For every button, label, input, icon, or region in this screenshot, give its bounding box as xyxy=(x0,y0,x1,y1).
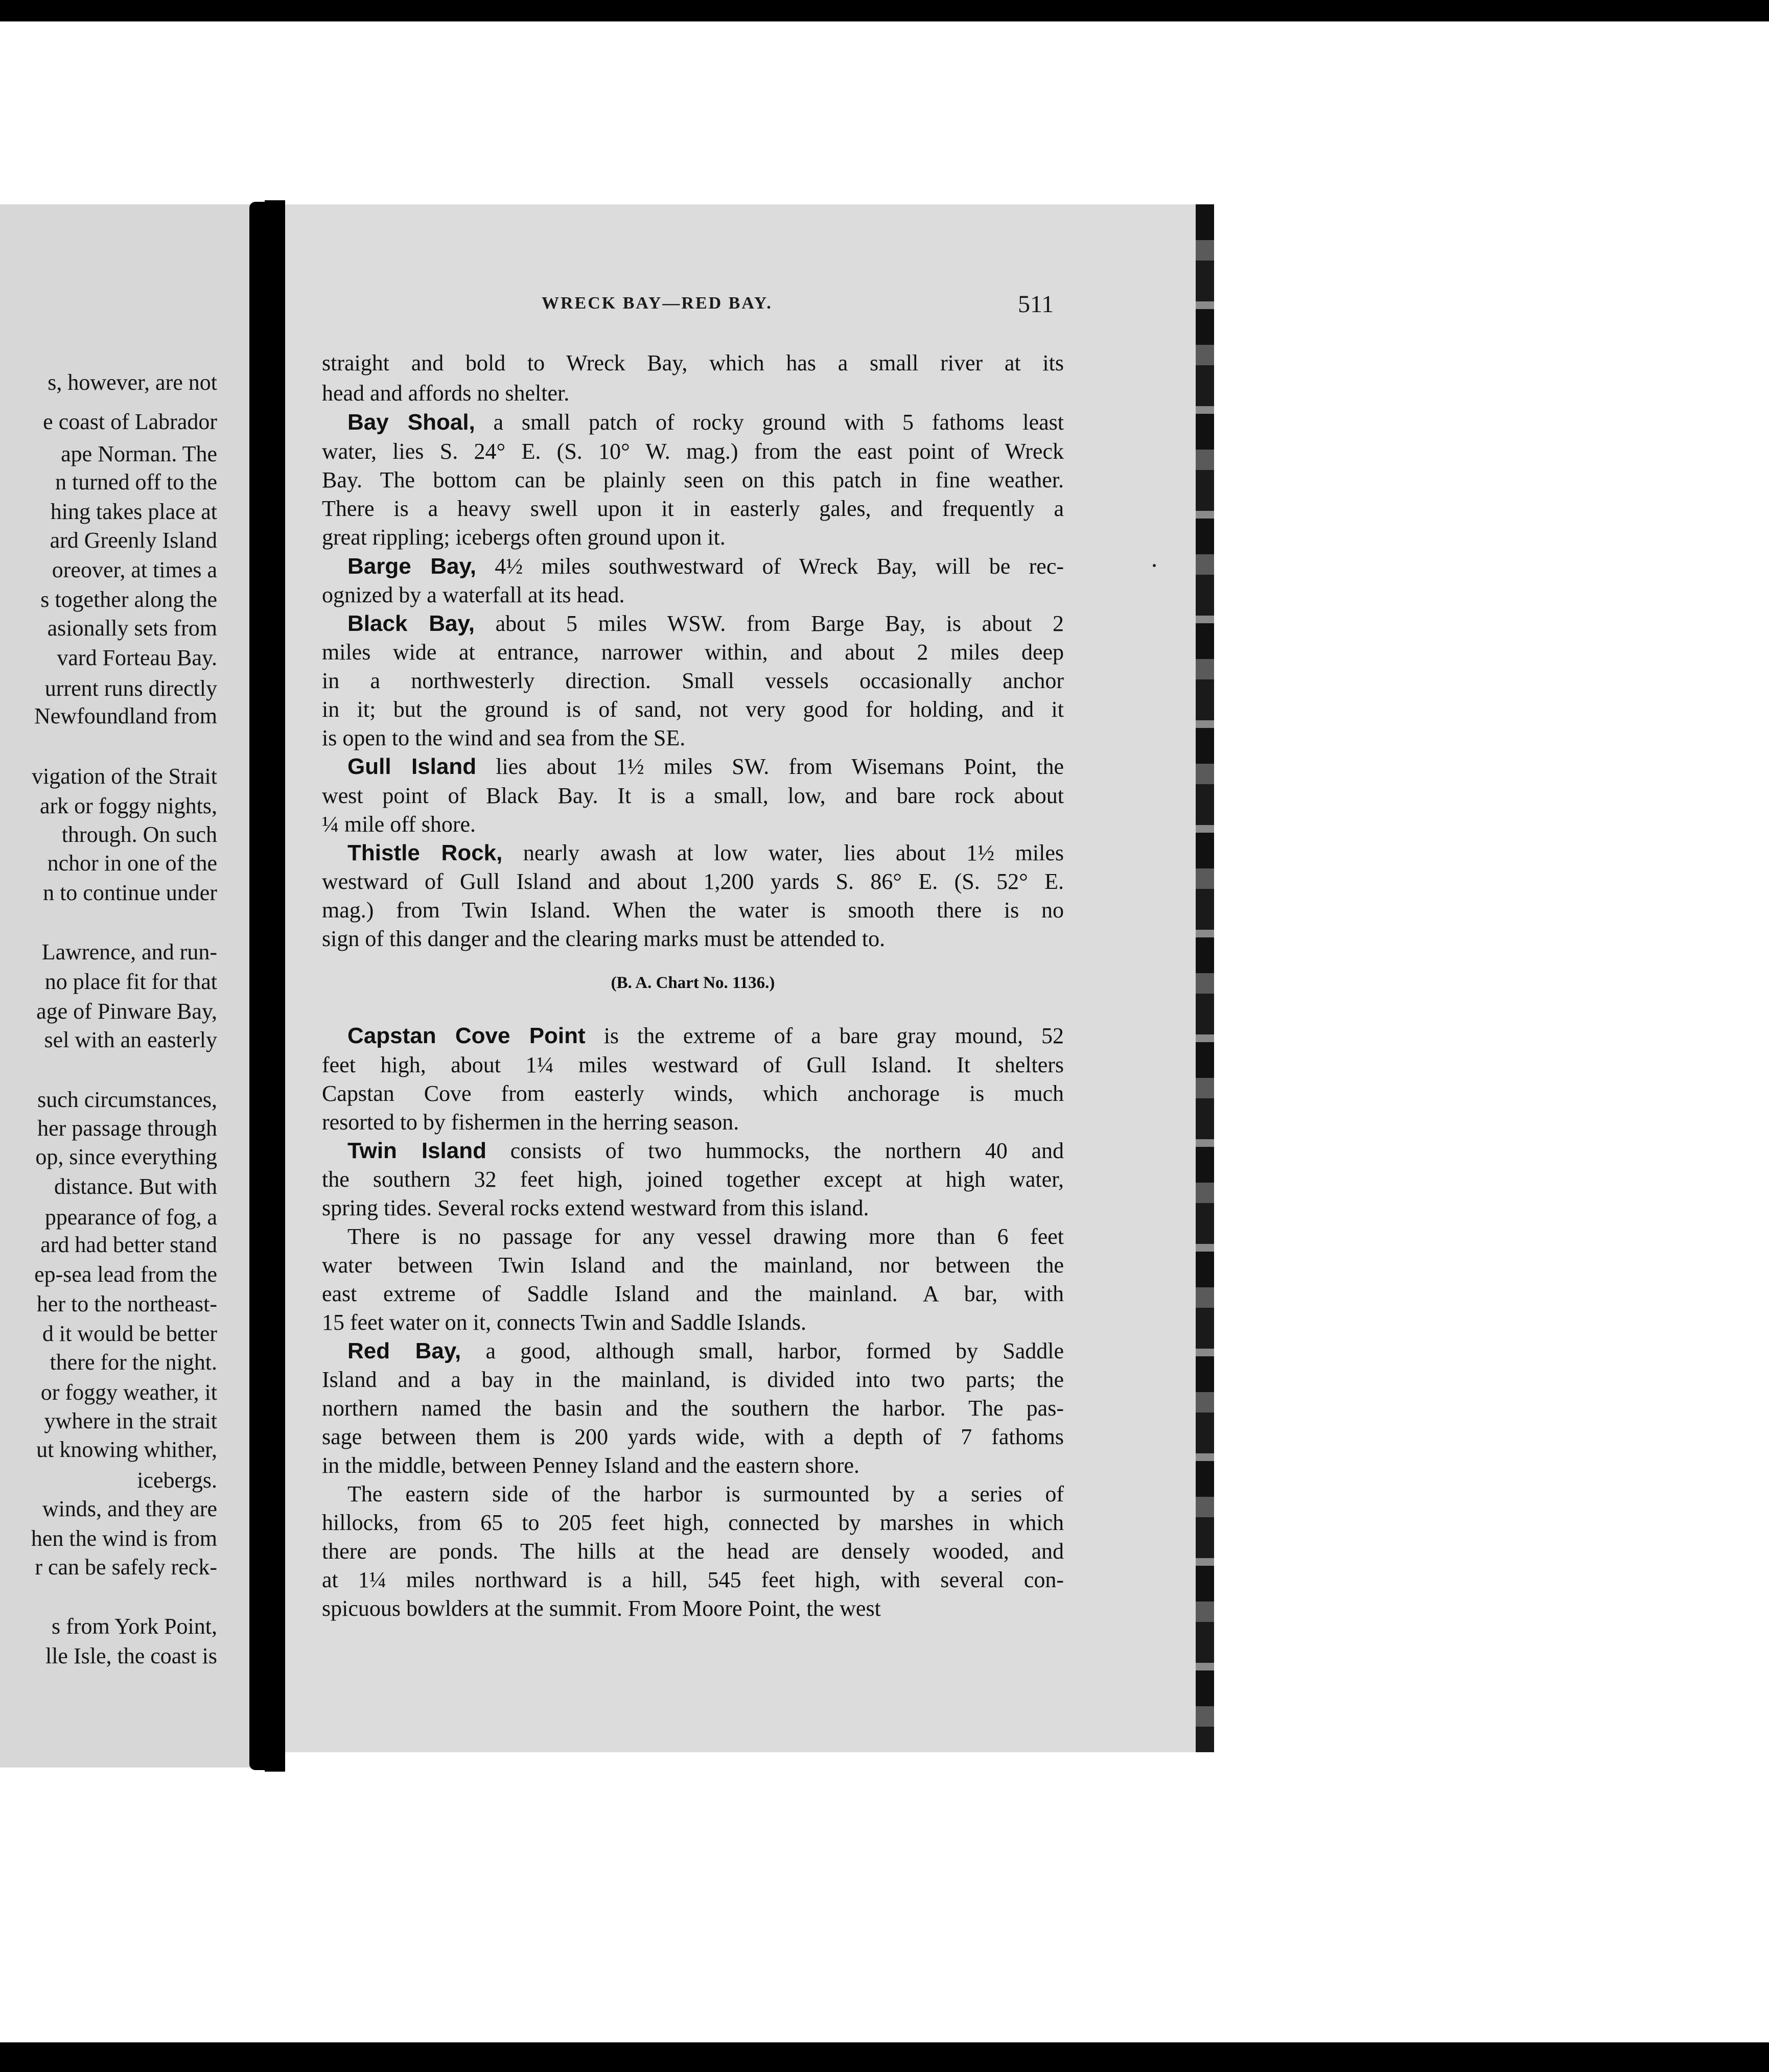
line-text: sage between them is 200 yards wide, with a depth of 7 fathoms xyxy=(322,1424,1064,1449)
bold-heading: Barge Bay, xyxy=(347,554,476,579)
bold-heading: Twin Island xyxy=(347,1138,486,1163)
text-line xyxy=(322,1051,1064,1079)
left-page-line: ard had better stand xyxy=(40,1232,217,1257)
left-page-line: through. On such xyxy=(61,822,217,847)
left-page-line: ut knowing whither, xyxy=(36,1437,217,1462)
left-page-line: or foggy weather, it xyxy=(40,1380,217,1405)
text-line xyxy=(322,581,1064,609)
line-text: sign of this danger and the clearing marks must be attended to. xyxy=(322,926,886,951)
line-text: west point of Black Bay. It is a small, low, and bare rock about xyxy=(322,783,1064,808)
left-page-line: s, however, are not xyxy=(48,370,217,395)
line-text: there are ponds. The hills at the head are densely wooded, and xyxy=(322,1539,1064,1564)
left-page-line: urrent runs directly xyxy=(44,676,217,701)
text-line xyxy=(322,523,1064,552)
chart-reference: (B. A. Chart No. 1136.) xyxy=(611,974,775,992)
left-page-line: sel with an easterly xyxy=(44,1027,217,1052)
left-page-line: ep-sea lead from the xyxy=(34,1262,217,1287)
line-text: Island and a bay in the mainland, is divided into two parts; the xyxy=(322,1367,1064,1392)
line-text: straight and bold to Wreck Bay, which has a small river at its xyxy=(322,350,1064,375)
bottom-scan-border xyxy=(0,2042,1769,2072)
text-line xyxy=(322,695,1064,724)
page-edge xyxy=(1196,204,1214,1752)
left-page-line: d it would be better xyxy=(42,1321,217,1346)
text-line xyxy=(347,752,1064,781)
left-page-line: hing takes place at xyxy=(50,499,217,524)
text-line xyxy=(322,1566,1064,1594)
left-page-line: e coast of Labrador xyxy=(43,409,217,434)
text-line xyxy=(322,1165,1064,1194)
left-page-line: vigation of the Strait xyxy=(32,764,217,789)
left-page-line: icebergs. xyxy=(137,1468,217,1493)
text-line xyxy=(322,782,1064,810)
line-text: water, lies S. 24° E. (S. 10° W. mag.) from the east point of Wreck xyxy=(322,439,1064,464)
line-text: spring tides. Several rocks extend westward from this island. xyxy=(322,1195,869,1220)
text-line xyxy=(322,1108,1064,1137)
left-page-line: oreover, at times a xyxy=(52,557,217,582)
text-line xyxy=(347,552,1064,581)
left-page xyxy=(0,204,258,1768)
left-page-line: ard Greenly Island xyxy=(50,528,217,553)
left-page-line: age of Pinware Bay, xyxy=(36,999,217,1024)
text-line xyxy=(347,1222,1064,1251)
line-text: northern named the basin and the southern the harbor. The pas- xyxy=(322,1396,1064,1421)
text-line xyxy=(347,408,1064,437)
left-page-line: hen the wind is from xyxy=(31,1526,217,1551)
text-line xyxy=(347,609,1064,638)
left-page-line: lle Isle, the coast is xyxy=(45,1643,217,1668)
left-page-line: no place fit for that xyxy=(44,969,217,994)
line-text: There is a heavy swell upon it in easterly gales, and frequently a xyxy=(322,496,1064,521)
line-text: feet high, about 1¼ miles westward of Gull Island. It shelters xyxy=(322,1052,1064,1077)
left-page-line: vard Forteau Bay. xyxy=(57,645,217,670)
running-head: WRECK BAY—RED BAY. xyxy=(542,294,773,313)
line-text: is open to the wind and sea from the SE. xyxy=(322,725,686,750)
left-page-line: s from York Point, xyxy=(52,1614,217,1639)
line-text: a small patch of rocky ground with 5 fathoms least xyxy=(475,410,1064,435)
left-page-line: ppearance of fog, a xyxy=(44,1205,217,1230)
page-number: 511 xyxy=(1018,291,1054,318)
line-text: Bay. The bottom can be plainly seen on this patch in fine weather. xyxy=(322,467,1064,492)
text-line xyxy=(347,1480,1064,1509)
text-line xyxy=(322,1251,1064,1280)
text-line xyxy=(322,349,1064,378)
text-line xyxy=(322,1394,1064,1423)
bold-heading: Bay Shoal, xyxy=(347,410,475,435)
line-text: great rippling; icebergs often ground upon it. xyxy=(322,525,726,550)
text-line xyxy=(322,896,1064,925)
line-text: There is no passage for any vessel drawing more than 6 feet xyxy=(347,1224,1064,1249)
line-text: resorted to by fishermen in the herring season. xyxy=(322,1110,739,1135)
text-line xyxy=(322,867,1064,896)
line-text: a good, although small, harbor, formed by Saddle xyxy=(461,1338,1064,1363)
book-spine-left xyxy=(249,202,265,1770)
text-line xyxy=(322,638,1064,667)
line-text: spicuous bowlders at the summit. From Moore Point, the west xyxy=(322,1596,881,1621)
left-page-line: nchor in one of the xyxy=(47,851,217,876)
line-text: mag.) from Twin Island. When the water is smooth there is no xyxy=(322,898,1064,923)
text-line xyxy=(322,667,1064,695)
text-line xyxy=(322,1451,1064,1480)
text-line xyxy=(322,1423,1064,1451)
text-line xyxy=(322,466,1064,495)
left-page-line: op, since everything xyxy=(35,1144,217,1169)
line-text: the southern 32 feet high, joined together except at high water, xyxy=(322,1167,1064,1192)
left-page-line: n turned off to the xyxy=(55,469,217,495)
bold-heading: Black Bay, xyxy=(347,611,475,636)
line-text: in a northwesterly direction. Small vessels occasionally anchor xyxy=(322,668,1064,693)
left-page-line: asionally sets from xyxy=(47,616,217,641)
bold-heading: Gull Island xyxy=(347,754,477,779)
line-text: in the middle, between Penney Island and the eastern shore. xyxy=(322,1453,860,1478)
line-text: is the extreme of a bare gray mound, 52 xyxy=(585,1023,1064,1048)
line-text: water between Twin Island and the mainland, nor between the xyxy=(322,1253,1064,1278)
top-scan-border xyxy=(0,0,1769,21)
left-page-line: there for the night. xyxy=(50,1350,217,1375)
text-line xyxy=(322,1537,1064,1566)
line-text: westward of Gull Island and about 1,200 yards S. 86° E. (S. 52° E. xyxy=(322,869,1064,894)
line-text: about 5 miles WSW. from Barge Bay, is about 2 xyxy=(474,611,1064,636)
text-line xyxy=(322,810,1064,839)
left-page-line: ark or foggy nights, xyxy=(39,793,217,818)
text-line xyxy=(347,1137,1064,1165)
line-text: east extreme of Saddle Island and the mainland. A bar, with xyxy=(322,1281,1064,1306)
line-text: nearly awash at low water, lies about 1½ miles xyxy=(502,840,1064,865)
line-text: head and affords no shelter. xyxy=(322,381,570,406)
bold-heading: Red Bay, xyxy=(347,1338,461,1363)
line-text: at 1¼ miles northward is a hill, 545 feet high, with several con- xyxy=(322,1567,1064,1592)
text-line xyxy=(347,1337,1064,1365)
line-text: 15 feet water on it, connects Twin and Saddle Islands. xyxy=(322,1310,806,1335)
bold-heading: Capstan Cove Point xyxy=(347,1023,586,1048)
text-line xyxy=(322,1194,1064,1222)
line-text: 4½ miles southwestward of Wreck Bay, will be rec- xyxy=(476,554,1064,579)
text-line xyxy=(322,925,1064,953)
line-text: Capstan Cove from easterly winds, which anchorage is much xyxy=(322,1081,1064,1106)
text-line xyxy=(322,1365,1064,1394)
text-line xyxy=(347,839,1064,867)
left-page-line: distance. But with xyxy=(54,1174,217,1199)
left-page-line: r can be safely reck- xyxy=(35,1555,217,1580)
line-text: miles wide at entrance, narrower within, and about 2 miles deep xyxy=(322,640,1064,665)
text-line xyxy=(322,1594,1064,1623)
left-page-line: winds, and they are xyxy=(42,1496,217,1521)
line-text: ognized by a waterfall at its head. xyxy=(322,582,625,607)
text-line xyxy=(322,437,1064,466)
text-line xyxy=(322,1308,1064,1337)
text-line xyxy=(322,379,1064,408)
left-page-line: Lawrence, and run- xyxy=(41,939,217,964)
bold-heading: Thistle Rock, xyxy=(347,840,503,865)
text-line xyxy=(322,495,1064,523)
left-page-line: such circumstances, xyxy=(37,1087,217,1112)
line-text: in it; but the ground is of sand, not very good for holding, and it xyxy=(322,697,1064,722)
text-line xyxy=(322,1509,1064,1537)
left-page-line: ywhere in the strait xyxy=(44,1408,217,1433)
book-spine xyxy=(265,200,285,1772)
line-text: hillocks, from 65 to 205 feet high, connected by marshes in which xyxy=(322,1510,1064,1535)
stray-mark xyxy=(1153,564,1156,567)
line-text: ¼ mile off shore. xyxy=(322,812,476,837)
left-page-line: her passage through xyxy=(37,1116,217,1141)
line-text: lies about 1½ miles SW. from Wisemans Point, the xyxy=(476,754,1064,779)
left-page-line: ape Norman. The xyxy=(61,441,217,466)
line-text: The eastern side of the harbor is surmounted by a series of xyxy=(347,1481,1064,1506)
text-line xyxy=(322,1280,1064,1308)
left-page-line: s together along the xyxy=(40,587,217,612)
left-page-line: Newfoundland from xyxy=(34,703,217,728)
text-line xyxy=(322,724,1064,752)
left-page-line: n to continue under xyxy=(43,880,217,905)
text-line xyxy=(322,1079,1064,1108)
text-line xyxy=(347,1022,1064,1050)
left-page-line: her to the northeast- xyxy=(36,1291,217,1316)
line-text: consists of two hummocks, the northern 40 and xyxy=(486,1138,1064,1163)
